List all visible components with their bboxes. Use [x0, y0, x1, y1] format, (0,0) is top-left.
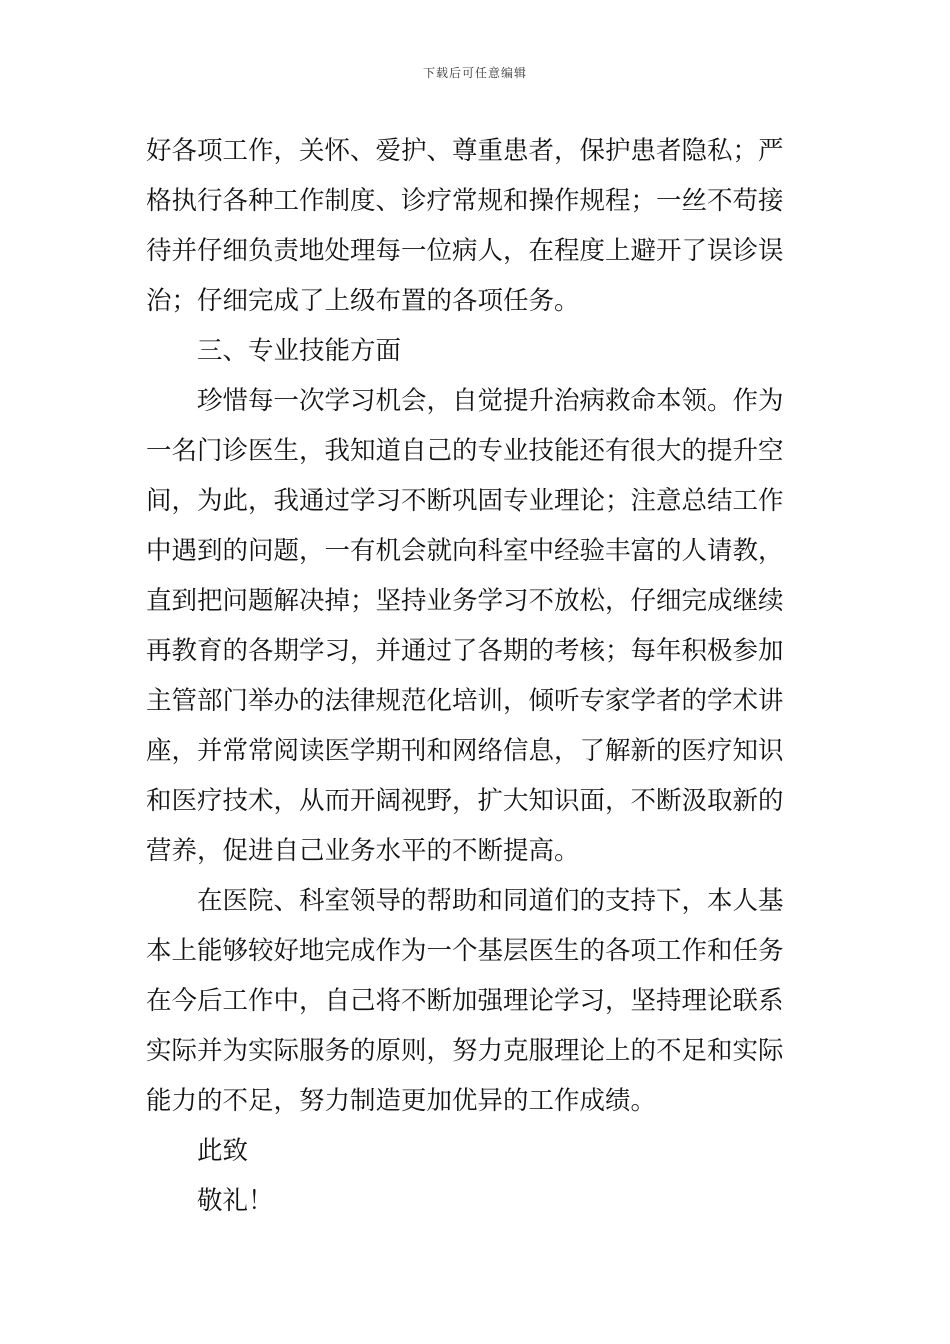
text-line: 好各项工作，关怀、爱护、尊重患者，保护患者隐私；严 [146, 136, 784, 166]
text-line: 主管部门举办的法律规范化培训，倾听专家学者的学术讲 [146, 686, 784, 716]
text-line: 和医疗技术，从而开阔视野，扩大知识面，不断汲取新的 [146, 786, 784, 816]
closing-regards: 敬礼！ [197, 1186, 274, 1216]
text-line: 在医院、科室领导的帮助和同道们的支持下，本人基 [197, 886, 784, 916]
text-line: 一名门诊医生，我知道自己的专业技能还有很大的提升空 [146, 436, 784, 466]
text-line: 待并仔细负责地处理每一位病人，在程度上避开了误诊误 [146, 236, 784, 266]
text-line: 座，并常常阅读医学期刊和网络信息，了解新的医疗知识 [146, 736, 784, 766]
section-heading: 三、专业技能方面 [197, 336, 402, 366]
text-line: 能力的不足，努力制造更加优异的工作成绩。 [146, 1086, 657, 1116]
closing-salutation: 此致 [197, 1136, 249, 1166]
document-body [146, 126, 808, 1226]
text-line: 中遇到的问题，一有机会就向科室中经验丰富的人请教， [146, 536, 784, 566]
text-line: 珍惜每一次学习机会，自觉提升治病救命本领。作为 [197, 386, 784, 416]
page-header-note: 下载后可任意编辑 [422, 66, 527, 80]
text-line: 营养，促进自己业务水平的不断提高。 [146, 836, 580, 866]
text-line: 实际并为实际服务的原则，努力克服理论上的不足和实际 [146, 1036, 784, 1066]
text-line: 间，为此，我通过学习不断巩固专业理论；注意总结工作 [146, 486, 784, 516]
text-line: 在今后工作中，自己将不断加强理论学习，坚持理论联系 [146, 986, 784, 1016]
text-line: 治；仔细完成了上级布置的各项任务。 [146, 286, 580, 316]
text-line: 再教育的各期学习，并通过了各期的考核；每年积极参加 [146, 636, 784, 666]
text-line: 本上能够较好地完成作为一个基层医生的各项工作和任务 [146, 936, 784, 966]
text-line: 格执行各种工作制度、诊疗常规和操作规程；一丝不苟接 [146, 186, 784, 216]
text-line: 直到把问题解决掉；坚持业务学习不放松，仔细完成继续 [146, 586, 784, 616]
